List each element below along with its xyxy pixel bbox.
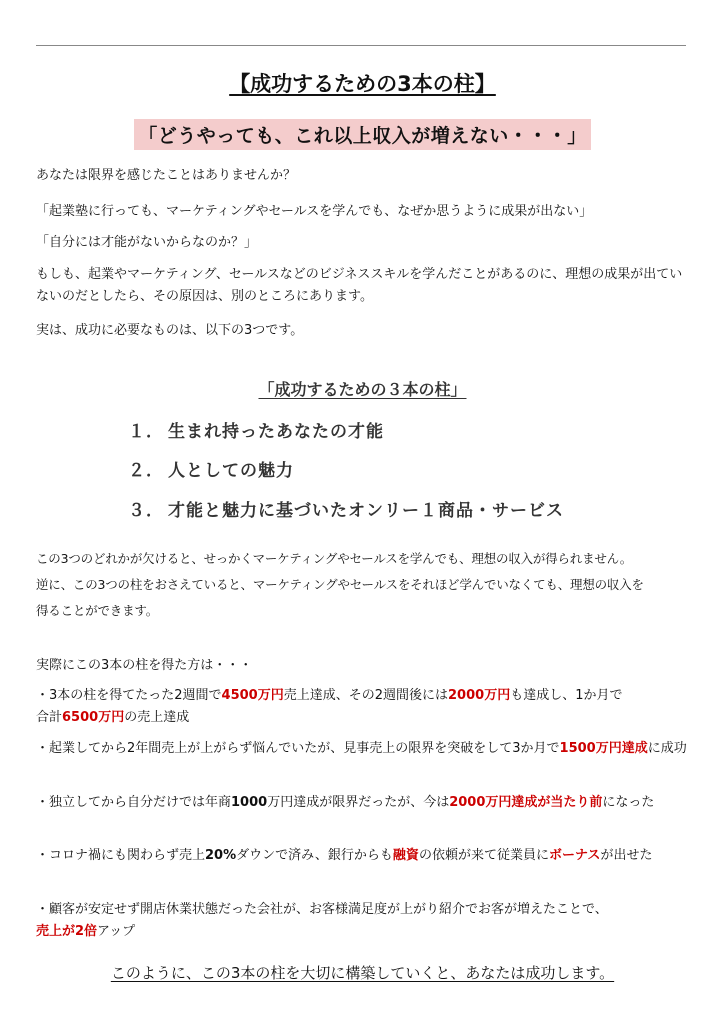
closing-text: このように、この3本の柱を大切に構築していくと、あなたは成功します。 [110, 964, 615, 982]
result-highlight: 4500万円 [221, 688, 284, 703]
pillar-item-2 [128, 456, 294, 481]
pillar-text: 人としての魅力 [168, 461, 294, 481]
result-item-1 [36, 685, 691, 729]
explanation-line-1: この3つのどれかが欠けると、せっかくマーケティングやセールスを学んでも、理想の収入が得られません。 [36, 551, 633, 566]
result-text: の売上達成 [124, 710, 190, 725]
pillar-number: ３． [128, 501, 164, 521]
intro-paragraph: もしも、起業やマーケティング、セールスなどのビジネススキルを学んだことがあるのに、理想の成果が出ていないのだとしたら、その原因は、別のところにあります。 [36, 267, 683, 304]
result-text: の依頼が来て従業員に [418, 848, 549, 863]
result-highlight: 売上が2倍 [36, 924, 98, 939]
result-text: ・コロナ禍にも関わらず売上 [36, 848, 206, 863]
top-divider [36, 45, 686, 46]
explanation-line-3: 得ることができます。 [36, 603, 159, 618]
explanation-paragraph [36, 546, 696, 624]
highlighted-headline: 「どうやっても、これ以上収入が増えない・・・」 [134, 119, 591, 150]
pillars-heading [0, 377, 725, 400]
results-lead: 実際にこの3本の柱を得た方は・・・ [36, 658, 253, 673]
result-text: に成功 [647, 741, 687, 756]
result-text: も達成し、1か月で [510, 688, 623, 703]
result-item-3 [36, 792, 691, 814]
result-text: ・独立してから自分だけでは年商 [36, 795, 232, 810]
intro-quote-2: 「自分には才能がないからなのか？」 [36, 235, 258, 250]
result-text: ・3本の柱を得てたった2週間で [36, 688, 222, 703]
result-item-2 [36, 738, 691, 760]
pillar-text: 才能と魅力に基づいたオンリー１商品・サービス [168, 501, 564, 521]
pillar-item-1 [128, 417, 384, 442]
result-text: ・顧客が安定せず開店休業状態だった会社が、お客様満足度が上がり紹介でお客が増えたことで、 [36, 902, 608, 917]
result-highlight: 1500万円達成 [559, 741, 648, 756]
intro-quote-1: 「起業塾に行っても、マーケティングやセールスを学んでも、なぜか思うように成果が出ない」 [36, 204, 593, 219]
result-text: 合計 [36, 710, 63, 725]
page-title [0, 68, 725, 98]
result-highlight: 2000万円達成が当たり前 [449, 795, 603, 810]
result-text: になった [602, 795, 655, 810]
result-highlight: ボーナス [548, 848, 601, 863]
result-highlight: 融資 [392, 848, 419, 863]
intro-question: あなたは限界を感じたことはありませんか？ [36, 168, 297, 183]
result-bold: 1000 [231, 795, 268, 810]
pillar-number: １． [128, 422, 164, 442]
explanation-line-2: 逆に、この3つの柱をおさえていると、マーケティングやセールスをそれほど学んでいなくても、理想の収入を [36, 577, 644, 592]
pillar-text: 生まれ持ったあなたの才能 [168, 422, 384, 442]
closing-statement [0, 962, 725, 983]
page-title-text: 【成功するための3本の柱】 [229, 72, 496, 96]
result-item-4 [36, 845, 691, 867]
result-text: 万円達成が限界だったが、今は [267, 795, 450, 810]
intro-lead: 実は、成功に必要なものは、以下の3つです。 [36, 323, 304, 338]
pillars-heading-text: 「成功するための３本の柱」 [258, 380, 467, 399]
pillar-item-3 [128, 496, 564, 521]
pillar-number: ２． [128, 461, 164, 481]
result-text: アップ [97, 924, 136, 939]
result-text: ダウンで済み、銀行からも [236, 848, 393, 863]
result-bold: 20% [205, 848, 237, 863]
result-item-5 [36, 899, 691, 943]
result-text: ・起業してから2年間売上が上がらず悩んでいたが、見事売上の限界を突破をして3か月で [36, 741, 560, 756]
result-text: 売上達成、その2週間後には [283, 688, 449, 703]
headline-wrap [0, 119, 725, 150]
result-text: が出せた [600, 848, 653, 863]
result-highlight: 6500万円 [62, 710, 125, 725]
result-highlight: 2000万円 [448, 688, 511, 703]
